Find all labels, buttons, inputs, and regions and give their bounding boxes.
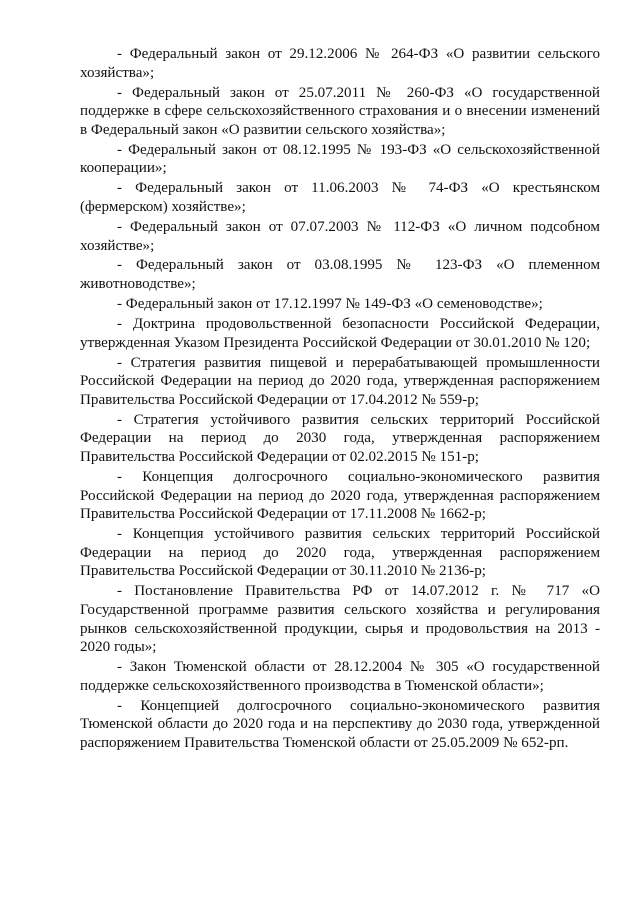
list-item: - Федеральный закон от 17.12.1997 № 149-ФЗ «О семеноводстве»; [117,296,543,313]
list-item: - Федеральный закон от 25.07.2011 № 260-ФЗ «О государственной поддержке в сфере сельскохозяйственного страхования и о внесении изменений в Федеральный закон «О развитии сельского хозяйства»; [80,84,600,138]
list-item: - Доктрина продовольственной безопасности Российской Федерации, утвержденная Указом Президента Российской Федерации от 30.01.2010 № 120; [80,316,600,351]
list-item: - Закон Тюменской области от 28.12.2004 № 305 «О государственной поддержке сельскохозяйственного производства в Тюменской области»; [80,659,600,694]
list-item: - Федеральный закон от 03.08.1995 № 123-ФЗ «О племенном животноводстве»; [80,257,600,293]
list-item: - Концепция устойчивого развития сельских территорий Российской Федерации на период до 2020 года, утвержденная распоряжением Правительства Российской Федерации от 30.11.2010 № 2136-р; [80,526,600,580]
list-item: - Концепция долгосрочного социально-экономического развития Российской Федерации на период до 2020 года, утвержденная распоряжением Правительства Российской Федерации от 17.11.2008 № 1662-р; [80,468,600,523]
list-item: - Федеральный закон от 11.06.2003 № 74-ФЗ «О крестьянском (фермерском) хозяйстве»; [80,180,600,215]
document-page [80,45,600,754]
list-item: - Федеральный закон от 07.07.2003 № 112-ФЗ «О личном подсобном хозяйстве»; [80,218,600,254]
list-item: - Постановление Правительства РФ от 14.07.2012 г. № 717 «О Государственной программе развития сельского хозяйства и регулирования рынков сельскохозяйственной продукции, сырья и продовольствия на 2013 - 2020 годы»; [80,583,600,656]
list-item: - Стратегия устойчивого развития сельских территорий Российской Федерации на период до 2030 года, утвержденная распоряжением Правительства Российской Федерации от 02.02.2015 № 151-р; [80,411,600,465]
list-item: - Концепцией долгосрочного социально-экономического развития Тюменской области до 2020 года и на перспективу до 2030 года, утвержденной распоряжением Правительства Тюменской области от 25.05.2009 № 652-рп. [80,697,600,751]
list-item: - Федеральный закон от 08.12.1995 № 193-ФЗ «О сельскохозяйственной кооперации»; [80,141,600,177]
list-item: - Федеральный закон от 29.12.2006 № 264-ФЗ «О развитии сельского хозяйства»; [80,46,600,81]
list-item: - Стратегия развития пищевой и перерабатывающей промышленности Российской Федерации на период до 2020 года, утвержденная распоряжением Правительства Российской Федерации от 17.04.2012 № 559-р; [80,354,600,408]
